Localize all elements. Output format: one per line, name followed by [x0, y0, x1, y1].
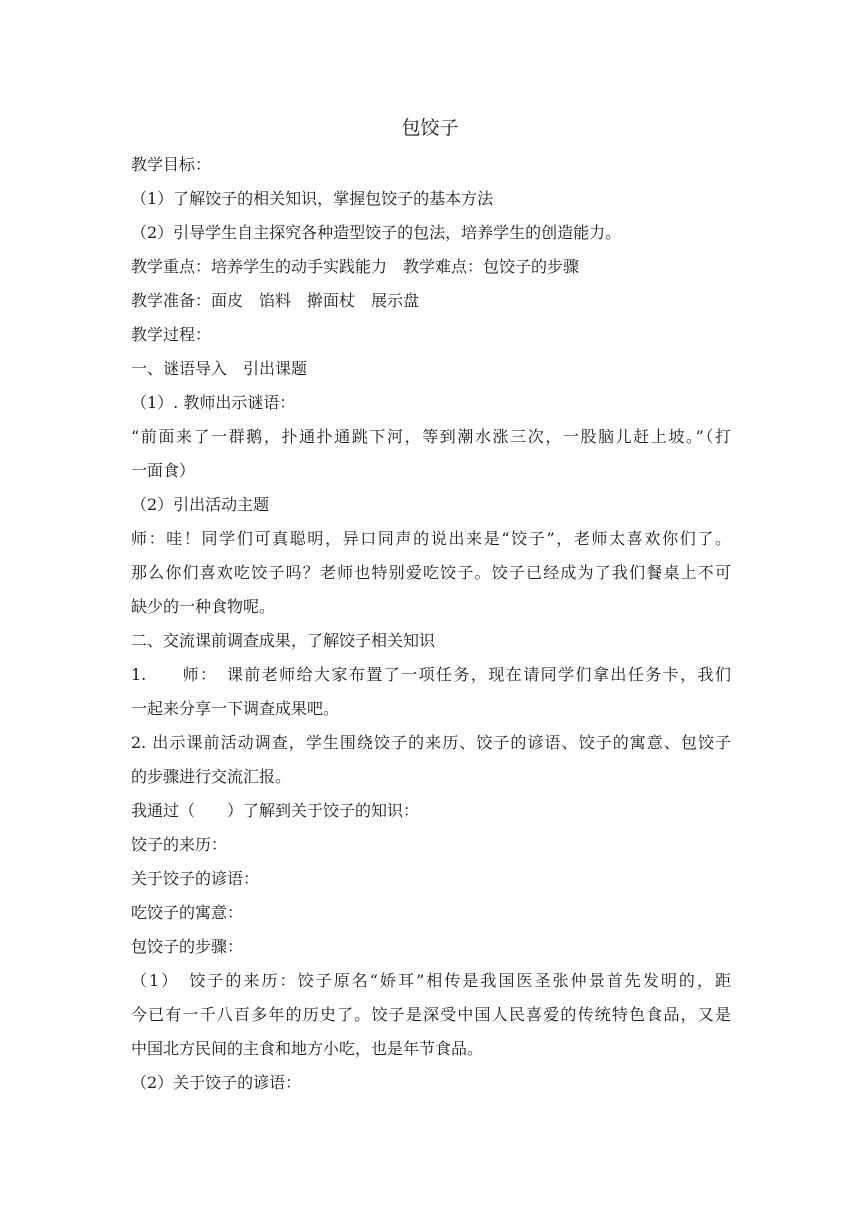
text-line: （2）关于饺子的谚语：: [131, 1073, 302, 1092]
text-line: 吃饺子的寓意：: [131, 903, 244, 922]
section-heading: 一、谜语导入 引出课题: [131, 359, 308, 378]
text-line: 我通过（ ）了解到关于饺子的知识：: [131, 801, 420, 820]
riddle-line: 一面食）: [131, 461, 196, 480]
text-line: 包饺子的步骤：: [131, 937, 244, 956]
text-line: 关于饺子的谚语：: [131, 869, 260, 888]
text-line: （2）引出活动主题: [131, 495, 270, 514]
paragraph-line: 一起来分享一下调查成果吧。: [131, 699, 340, 718]
text-line: 教学目标：: [131, 155, 212, 174]
paragraph-line: 那么你们喜欢吃饺子吗？老师也特别爱吃饺子。饺子已经成为了我们餐桌上不可: [131, 563, 731, 582]
text-line: （2）引导学生自主探究各种造型饺子的包法，培养学生的创造能力。: [131, 223, 622, 242]
paragraph-line: 1. 师： 课前老师给大家布置了一项任务，现在请同学们拿出任务卡，我们: [131, 665, 731, 684]
paragraph-line: 2. 出示课前活动调查，学生围绕饺子的来历、饺子的谚语、饺子的寓意、包饺子: [131, 733, 731, 752]
riddle-line: “前面来了一群鹅，扑通扑通跳下河，等到潮水涨三次，一股脑儿赶上坡。”（打: [131, 427, 731, 446]
text-line: 教学重点：培养学生的动手实践能力 教学难点：包饺子的步骤: [131, 257, 580, 276]
paragraph-line: 缺少的一种食物呢。: [131, 597, 276, 616]
paragraph-line: 师：哇！同学们可真聪明，异口同声的说出来是“饺子”，老师太喜欢你们了。: [131, 529, 731, 548]
document-title: 包饺子: [401, 117, 459, 139]
paragraph-line: 的步骤进行交流汇报。: [131, 767, 292, 786]
text-line: 教学准备：面皮 馅料 擀面杖 展示盘: [131, 291, 420, 310]
paragraph-line: 今已有一千八百多年的历史了。饺子是深受中国人民喜爱的传统特色食品，又是: [131, 1005, 731, 1024]
paragraph-line: 中国北方民间的主食和地方小吃，也是年节食品。: [131, 1039, 484, 1058]
text-line: 饺子的来历：: [131, 835, 228, 854]
text-line: （1）了解饺子的相关知识，掌握包饺子的基本方法: [131, 189, 494, 208]
section-heading: 二、交流课前调查成果，了解饺子相关知识: [131, 631, 436, 650]
text-line: （1）. 教师出示谜语：: [131, 393, 296, 412]
paragraph-line: （1） 饺子的来历：饺子原名“娇耳”相传是我国医圣张仲景首先发明的，距: [131, 971, 731, 990]
text-line: 教学过程：: [131, 325, 212, 344]
